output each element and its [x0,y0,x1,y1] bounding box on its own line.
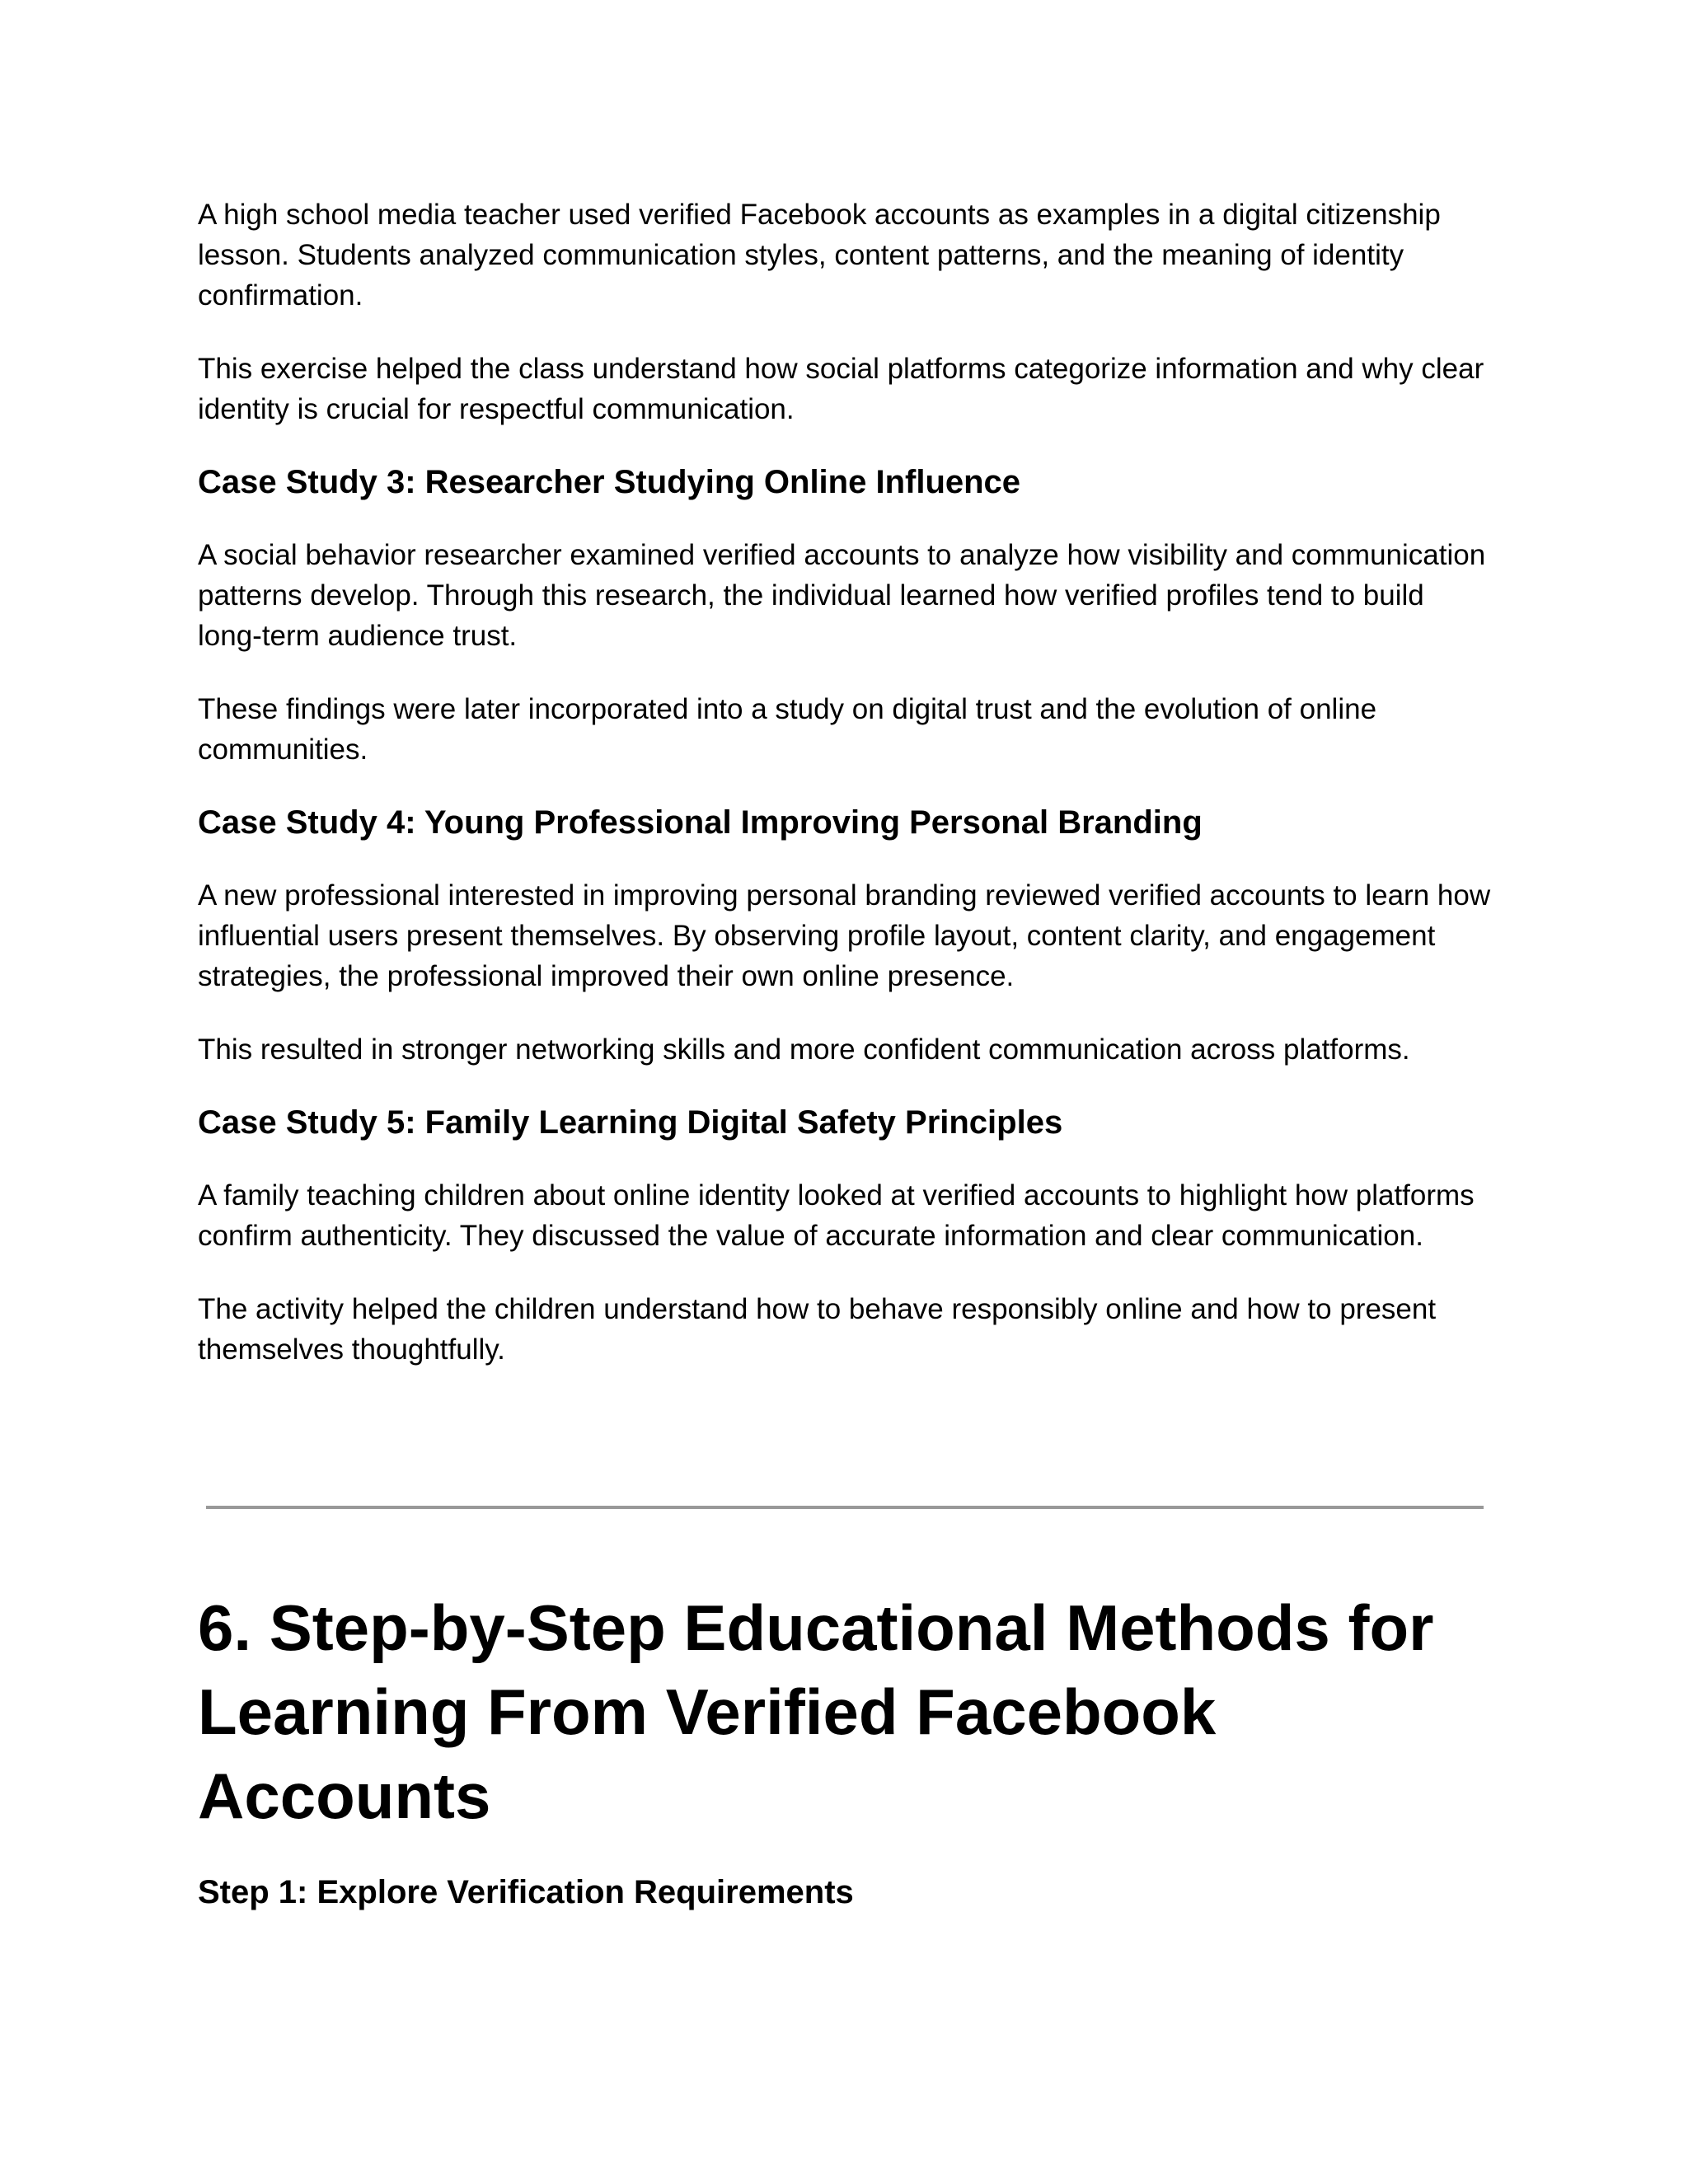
case-study-4-paragraph-2: This resulted in stronger networking skills and more confident communication across platforms. [198,1033,1410,1066]
document-body [198,194,1492,1370]
case-study-4-paragraph-1: A new professional interested in improving personal branding reviewed verified accounts to learn how influential users present themselves. By observing profile layout, content clarity, and engagement strategies, the professional improved their own online presence. [198,879,1491,992]
case-study-3-paragraph-1: A social behavior researcher examined verified accounts to analyze how visibility and communication patterns develop. Through this research, the individual learned how verified profiles tend to build long-term audience trust. [198,539,1486,652]
intro-paragraph-1: A high school media teacher used verified Facebook accounts as examples in a digital citizenship lesson. Students analyzed communication styles, content patterns, and the meaning of identity confirmation. [198,199,1441,312]
intro-paragraph-2: This exercise helped the class understand how social platforms categorize information and why clear identity is crucial for respectful communication. [198,353,1484,425]
case-study-5-paragraph-1: A family teaching children about online identity looked at verified accounts to highlight how platforms confirm authenticity. They discussed the value of accurate information and clear communication. [198,1179,1475,1252]
case-study-3-paragraph-2: These findings were later incorporated into a study on digital trust and the evolution of online communities. [198,693,1377,766]
horizontal-divider [206,1506,1484,1509]
case-study-5-heading: Case Study 5: Family Learning Digital Safety Principles [198,1104,1063,1141]
case-study-4-heading: Case Study 4: Young Professional Improving Personal Branding [198,804,1203,841]
step-1-heading: Step 1: Explore Verification Requirements [198,1874,854,1910]
section-6-title: 6. Step-by-Step Educational Methods for Learning From Verified Facebook Accounts [198,1591,1434,1832]
case-study-3-heading: Case Study 3: Researcher Studying Online Influence [198,464,1021,500]
case-study-5-paragraph-2: The activity helped the children understand how to behave responsibly online and how to present themselves thoughtfully. [198,1293,1437,1366]
